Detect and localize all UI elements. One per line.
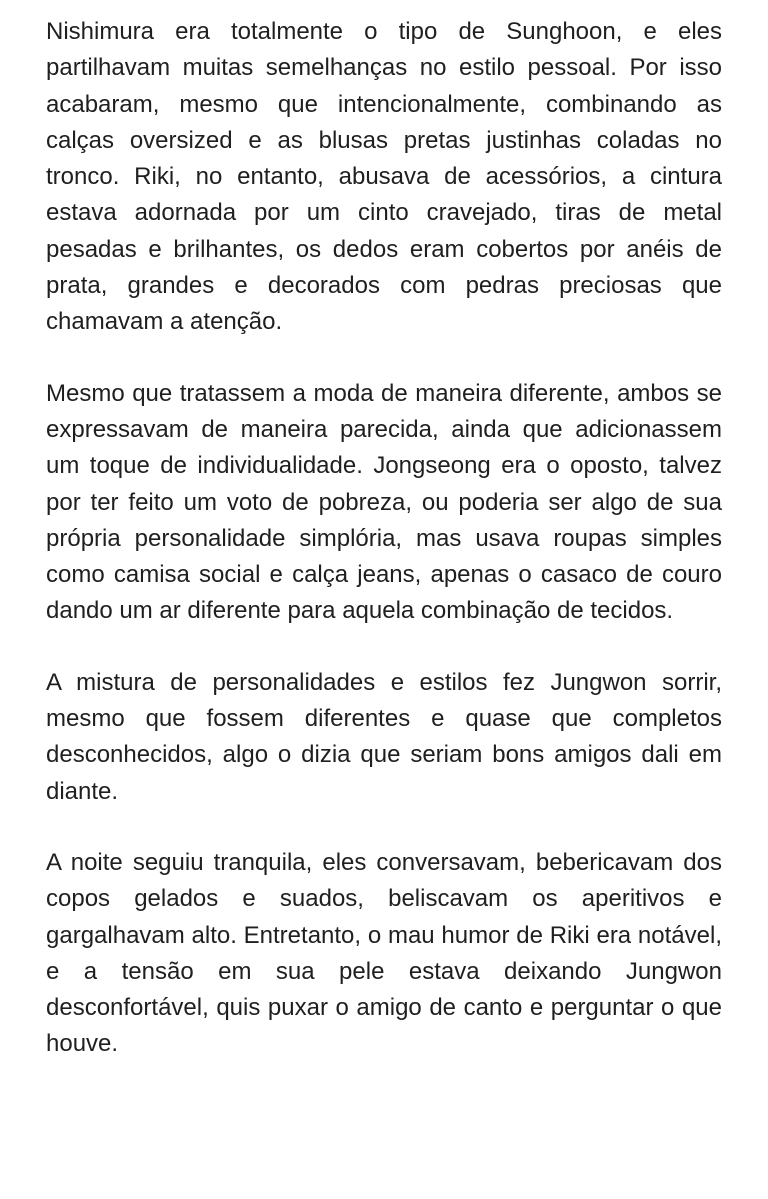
paragraph-4: A noite seguiu tranquila, eles conversavam, bebericavam dos copos gelados e suados, beliscavam os aperitivos e gargalhavam alto. Entretanto, o mau humor de Riki era notável, e a tensão em sua pele estava deixando Jungwon desconfortável, quis puxar o amigo de canto e perguntar o que houve. — [46, 848, 722, 1058]
paragraph-3: A mistura de personalidades e estilos fez Jungwon sorrir, mesmo que fossem diferentes e quase que completos desconhecidos, algo o dizia que seriam bons amigos dali em diante. — [46, 668, 722, 805]
paragraph-1: Nishimura era totalmente o tipo de Sunghoon, e eles partilhavam muitas semelhanças no estilo pessoal. Por isso acabaram, mesmo que intencionalmente, combinando as calças oversized e as blusas pretas justinhas coladas no tronco. Riki, no entanto, abusava de acessórios, a cintura estava adornada por um cinto cravejado, tiras de metal pesadas e brilhantes, os dedos eram cobertos por anéis de prata, grandes e decorados com pedras preciosas que chamavam a atenção. — [46, 18, 722, 336]
paragraph-2: Mesmo que tratassem a moda de maneira diferente, ambos se expressavam de maneira parecida, ainda que adicionassem um toque de individualidade. Jongseong era o oposto, talvez por ter feito um voto de pobreza, ou poderia ser algo de sua própria personalidade simplória, mas usava roupas simples como camisa social e calça jeans, apenas o casaco de couro dando um ar diferente para aquela combinação de tecidos. — [46, 379, 722, 625]
